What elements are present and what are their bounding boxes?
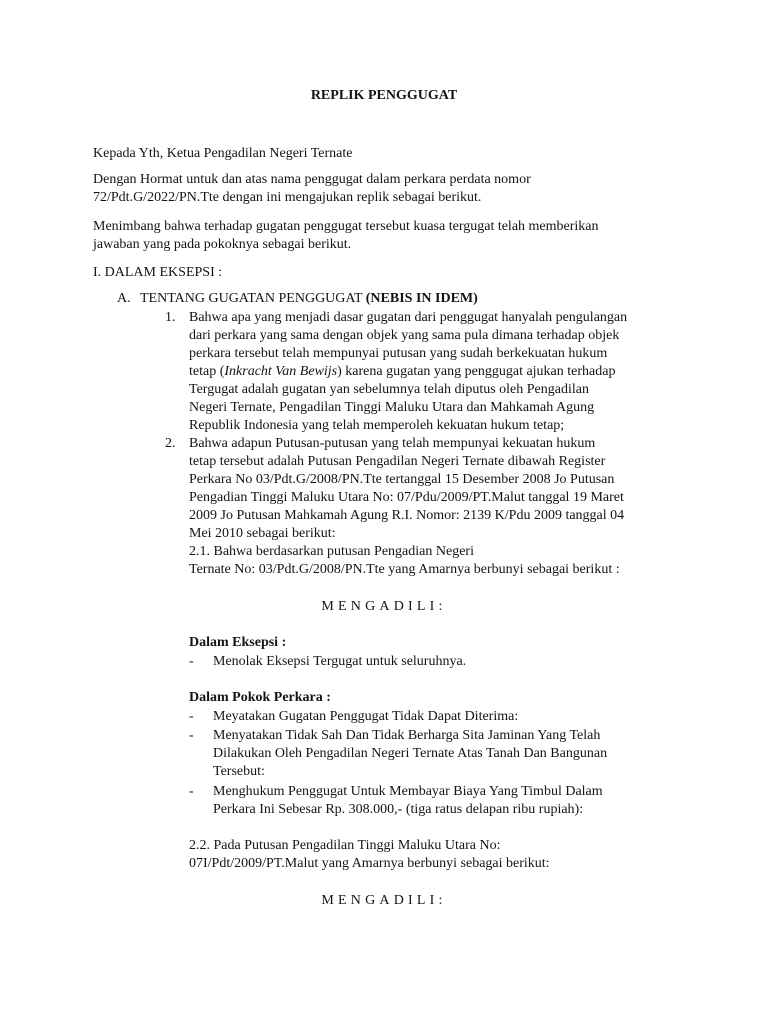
eksepsi-bullet: - bbox=[189, 654, 194, 669]
pokok-item-line: Dilakukan Oleh Pengadilan Negeri Ternate Atas Tanah Dan Bangunan bbox=[213, 746, 608, 761]
mengadili-heading-2: MENGADILI: bbox=[321, 893, 447, 908]
item-1-line: perkara tersebut telah mempunyai putusan yang sudah berkekuatan hukum bbox=[189, 346, 608, 361]
opening-line-1: Dengan Hormat untuk dan atas nama penggugat dalam perkara perdata nomor bbox=[93, 172, 531, 187]
considering-line-1: Menimbang bahwa terhadap gugatan penggugat tersebut kuasa tergugat telah memberikan bbox=[93, 219, 599, 234]
opening-line-2: 72/Pdt.G/2022/PN.Tte dengan ini mengajukan replik sebagai berikut. bbox=[93, 190, 482, 205]
item-1-line4-b: ) karena gugatan yang penggugat ajukan terhadap bbox=[337, 364, 616, 379]
subsection-marker: A. bbox=[117, 291, 131, 306]
item-2-line: tetap tersebut adalah Putusan Pengadilan Negeri Ternate dibawah Register bbox=[189, 454, 606, 469]
item-1-line: Negeri Ternate, Pengadilan Tinggi Maluku Utara dan Mahkamah Agung bbox=[189, 400, 595, 415]
item-2-line: Ternate No: 03/Pdt.G/2008/PN.Tte yang Amarnya berbunyi sebagai berikut : bbox=[189, 562, 620, 577]
pokok-item-line: Perkara Ini Sebesar Rp. 308.000,- (tiga ratus delapan ribu rupiah): bbox=[213, 802, 584, 817]
pokok-item-line: Menghukum Penggugat Untuk Membayar Biaya Yang Timbul Dalam bbox=[213, 784, 603, 799]
item-2-line: 2009 Jo Putusan Mahkamah Agung R.I. Nomor: 2139 K/Pdu 2009 tanggal 04 bbox=[189, 508, 625, 523]
section-heading-eksepsi: I. DALAM EKSEPSI : bbox=[93, 265, 223, 280]
item-1-line4-italic: Inkracht Van Bewijs bbox=[224, 364, 338, 379]
item-1-line: Bahwa apa yang menjadi dasar gugatan dari penggugat hanyalah pengulangan bbox=[189, 310, 628, 325]
pokok-bullet: - bbox=[189, 728, 194, 743]
item-1-line4-a: tetap ( bbox=[189, 364, 225, 379]
item-1-number: 1. bbox=[165, 310, 176, 325]
item-1-line: Tergugat adalah gugatan yan sebelumnya telah diputus oleh Pengadilan bbox=[189, 382, 589, 397]
mengadili-heading-1: MENGADILI: bbox=[321, 599, 447, 614]
item-2-2-line: 2.2. Pada Putusan Pengadilan Tinggi Maluku Utara No: bbox=[189, 838, 501, 853]
pokok-item-line: Tersebut: bbox=[213, 764, 265, 779]
subsection-text: TENTANG GUGATAN PENGGUGAT bbox=[140, 291, 366, 306]
item-2-line: 2.1. Bahwa berdasarkan putusan Pengadian Negeri bbox=[189, 544, 474, 559]
document-title: REPLIK PENGGUGAT bbox=[310, 88, 458, 103]
subsection-bold: (NEBIS IN IDEM) bbox=[365, 291, 478, 306]
pokok-bullet: - bbox=[189, 709, 194, 724]
eksepsi-heading: Dalam Eksepsi : bbox=[189, 635, 287, 650]
eksepsi-item: Menolak Eksepsi Tergugat untuk seluruhnya. bbox=[213, 654, 467, 669]
pokok-perkara-heading: Dalam Pokok Perkara : bbox=[189, 690, 331, 705]
item-1-line: dari perkara yang sama dengan objek yang sama pula dimana terhadap objek bbox=[189, 328, 620, 343]
item-2-line: Pengadian Tinggi Maluku Utara No: 07/Pdu/2009/PT.Malut tanggal 19 Maret bbox=[189, 490, 624, 505]
item-2-2-line: 07I/Pdt/2009/PT.Malut yang Amarnya berbunyi sebagai berikut: bbox=[189, 856, 550, 871]
pokok-item-line: Meyatakan Gugatan Penggugat Tidak Dapat Diterima: bbox=[213, 709, 519, 724]
subsection-heading bbox=[140, 290, 478, 308]
item-2-line: Mei 2010 sebagai berikut: bbox=[189, 526, 336, 541]
item-1-line bbox=[189, 363, 615, 381]
item-2-line: Perkara No 03/Pdt.G/2008/PN.Tte tertanggal 15 Desember 2008 Jo Putusan bbox=[189, 472, 615, 487]
pokok-item-line: Menyatakan Tidak Sah Dan Tidak Berharga Sita Jaminan Yang Telah bbox=[213, 728, 601, 743]
item-2-line: Bahwa adapun Putusan-putusan yang telah mempunyai kekuatan hukum bbox=[189, 436, 596, 451]
pokok-bullet: - bbox=[189, 784, 194, 799]
item-1-line: Republik Indonesia yang telah memperoleh kekuatan hukum tetap; bbox=[189, 418, 565, 433]
considering-line-2: jawaban yang pada pokoknya sebagai berikut. bbox=[93, 237, 352, 252]
item-2-number: 2. bbox=[165, 436, 176, 451]
addressee-line: Kepada Yth, Ketua Pengadilan Negeri Ternate bbox=[93, 146, 353, 161]
